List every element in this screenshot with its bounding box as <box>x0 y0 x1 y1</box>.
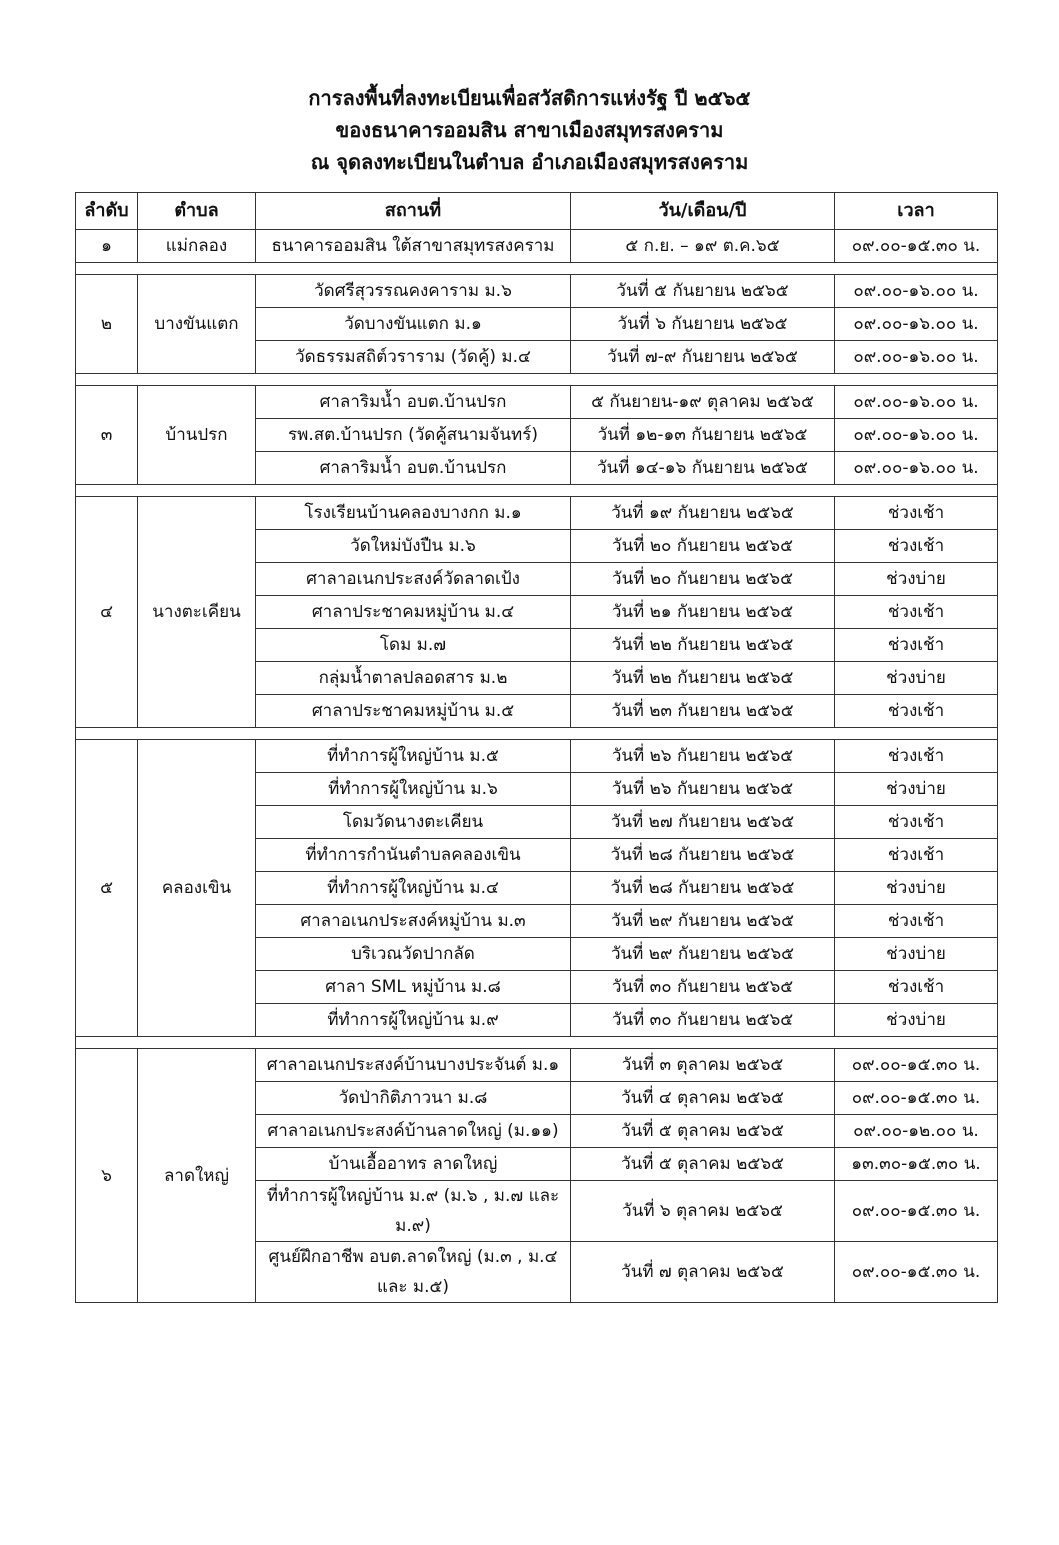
time-cell: ๑๓.๓๐-๑๕.๓๐ น. <box>835 1148 998 1181</box>
date-cell: วันที่ ๒๒ กันยายน ๒๕๖๕ <box>571 629 835 662</box>
place-cell: ที่ทำการผู้ใหญ่บ้าน ม.๖ <box>256 773 571 806</box>
place-cell: บ้านเอื้ออาทร ลาดใหญ่ <box>256 1148 571 1181</box>
time-cell: ๐๙.๐๐-๑๖.๐๐ น. <box>835 275 998 308</box>
date-cell: วันที่ ๒๐ กันยายน ๒๕๖๕ <box>571 530 835 563</box>
place-cell: โดม ม.๗ <box>256 629 571 662</box>
date-cell: วันที่ ๒๖ กันยายน ๒๕๖๕ <box>571 773 835 806</box>
date-cell: วันที่ ๖ กันยายน ๒๕๖๕ <box>571 308 835 341</box>
time-cell: ช่วงบ่าย <box>835 938 998 971</box>
separator-cell <box>76 485 998 497</box>
time-cell: ๐๙.๐๐-๑๖.๐๐ น. <box>835 386 998 419</box>
date-cell: วันที่ ๒๘ กันยายน ๒๕๖๕ <box>571 839 835 872</box>
subdistrict-name: บ้านปรก <box>138 386 256 485</box>
subdistrict-name: ลาดใหญ่ <box>138 1049 256 1303</box>
date-cell: ๕ กันยายน-๑๙ ตุลาคม ๒๕๖๕ <box>571 386 835 419</box>
time-cell: ช่วงบ่าย <box>835 1004 998 1037</box>
time-cell: ๐๙.๐๐-๑๕.๓๐ น. <box>835 1242 998 1303</box>
time-cell: ช่วงเช้า <box>835 740 998 773</box>
group-separator <box>76 728 998 740</box>
place-cell: ศาลาอเนกประสงค์บ้านบางประจันต์ ม.๑ <box>256 1049 571 1082</box>
subdistrict-name: บางขันแตก <box>138 275 256 374</box>
group-separator <box>76 263 998 275</box>
date-cell: วันที่ ๒๘ กันยายน ๒๕๖๕ <box>571 872 835 905</box>
subdistrict-name: แม่กลอง <box>138 230 256 263</box>
time-cell: ช่วงเช้า <box>835 971 998 1004</box>
place-cell: ธนาคารออมสิน ใต้สาขาสมุทรสงคราม <box>256 230 571 263</box>
time-cell: ช่วงเช้า <box>835 695 998 728</box>
time-cell: ๐๙.๐๐-๑๖.๐๐ น. <box>835 452 998 485</box>
title-line-1: การลงพื้นที่ลงทะเบียนเพื่อสวัสดิการแห่งรัฐ ปี ๒๕๖๕ <box>308 86 751 110</box>
time-cell: ๐๙.๐๐-๑๖.๐๐ น. <box>835 341 998 374</box>
time-cell: ๐๙.๐๐-๑๒.๐๐ น. <box>835 1115 998 1148</box>
time-cell: ช่วงบ่าย <box>835 563 998 596</box>
date-cell: วันที่ ๒๗ กันยายน ๒๕๖๕ <box>571 806 835 839</box>
place-cell: วัดธรรมสถิต์วราราม (วัดคู้) ม.๔ <box>256 341 571 374</box>
time-cell: ช่วงเช้า <box>835 839 998 872</box>
place-cell: วัดป่ากิติภาวนา ม.๘ <box>256 1082 571 1115</box>
separator-cell <box>76 1037 998 1049</box>
time-cell: ช่วงเช้า <box>835 905 998 938</box>
table-row <box>76 1049 998 1082</box>
date-cell: วันที่ ๒๓ กันยายน ๒๕๖๕ <box>571 695 835 728</box>
group-number: ๖ <box>76 1049 138 1303</box>
time-cell: ช่วงบ่าย <box>835 773 998 806</box>
col-header-date: วัน/เดือน/ปี <box>571 193 835 230</box>
subdistrict-name: นางตะเคียน <box>138 497 256 728</box>
date-cell: วันที่ ๕ ตุลาคม ๒๕๖๕ <box>571 1115 835 1148</box>
date-cell: วันที่ ๓๐ กันยายน ๒๕๖๕ <box>571 1004 835 1037</box>
group-separator <box>76 1037 998 1049</box>
place-cell: ศาลาอเนกประสงค์บ้านลาดใหญ่ (ม.๑๑) <box>256 1115 571 1148</box>
time-cell: ช่วงบ่าย <box>835 872 998 905</box>
time-cell: ๐๙.๐๐-๑๕.๓๐ น. <box>835 230 998 263</box>
group-number: ๒ <box>76 275 138 374</box>
time-cell: ช่วงเช้า <box>835 497 998 530</box>
group-separator <box>76 374 998 386</box>
place-cell: ที่ทำการกำนันตำบลคลองเขิน <box>256 839 571 872</box>
place-cell: ศาลาริมน้ำ อบต.บ้านปรก <box>256 386 571 419</box>
date-cell: วันที่ ๒๙ กันยายน ๒๕๖๕ <box>571 905 835 938</box>
place-cell: โดมวัดนางตะเคียน <box>256 806 571 839</box>
date-cell: วันที่ ๕ ตุลาคม ๒๕๖๕ <box>571 1148 835 1181</box>
time-cell: ๐๙.๐๐-๑๕.๓๐ น. <box>835 1082 998 1115</box>
date-cell: วันที่ ๒๖ กันยายน ๒๕๖๕ <box>571 740 835 773</box>
date-cell: วันที่ ๑๒-๑๓ กันยายน ๒๕๖๕ <box>571 419 835 452</box>
place-cell: ที่ทำการผู้ใหญ่บ้าน ม.๕ <box>256 740 571 773</box>
place-cell: ที่ทำการผู้ใหญ่บ้าน ม.๙ (ม.๖ , ม.๗ และ ม.๙) <box>256 1181 571 1242</box>
time-cell: ช่วงเช้า <box>835 530 998 563</box>
date-cell: วันที่ ๗-๙ กันยายน ๒๕๖๕ <box>571 341 835 374</box>
col-header-place: สถานที่ <box>256 193 571 230</box>
date-cell: วันที่ ๔ ตุลาคม ๒๕๖๕ <box>571 1082 835 1115</box>
group-number: ๕ <box>76 740 138 1037</box>
date-cell: ๕ ก.ย. – ๑๙ ต.ค.๖๕ <box>571 230 835 263</box>
table-row <box>76 386 998 419</box>
place-cell: วัดบางขันแตก ม.๑ <box>256 308 571 341</box>
date-cell: วันที่ ๒๐ กันยายน ๒๕๖๕ <box>571 563 835 596</box>
time-cell: ๐๙.๐๐-๑๕.๓๐ น. <box>835 1181 998 1242</box>
table-row <box>76 497 998 530</box>
place-cell: วัดใหม่บังปืน ม.๖ <box>256 530 571 563</box>
place-cell: ที่ทำการผู้ใหญ่บ้าน ม.๙ <box>256 1004 571 1037</box>
place-cell: วัดศรีสุวรรณคงคาราม ม.๖ <box>256 275 571 308</box>
table-body <box>76 230 998 1303</box>
col-header-no: ลำดับ <box>76 193 138 230</box>
place-cell: รพ.สต.บ้านปรก (วัดคู้สนามจันทร์) <box>256 419 571 452</box>
group-number: ๑ <box>76 230 138 263</box>
place-cell: ศูนย์ฝึกอาชีพ อบต.ลาดใหญ่ (ม.๓ , ม.๔ และ ม.๕) <box>256 1242 571 1303</box>
table-row <box>76 275 998 308</box>
title-line-2: ของธนาคารออมสิน สาขาเมืองสมุทรสงคราม <box>335 118 724 142</box>
date-cell: วันที่ ๓ ตุลาคม ๒๕๖๕ <box>571 1049 835 1082</box>
place-cell: ที่ทำการผู้ใหญ่บ้าน ม.๔ <box>256 872 571 905</box>
place-cell: ศาลาประชาคมหมู่บ้าน ม.๔ <box>256 596 571 629</box>
separator-cell <box>76 728 998 740</box>
date-cell: วันที่ ๒๑ กันยายน ๒๕๖๕ <box>571 596 835 629</box>
time-cell: ๐๙.๐๐-๑๖.๐๐ น. <box>835 419 998 452</box>
group-separator <box>76 485 998 497</box>
time-cell: ๐๙.๐๐-๑๕.๓๐ น. <box>835 1049 998 1082</box>
table-row <box>76 740 998 773</box>
group-number: ๔ <box>76 497 138 728</box>
separator-cell <box>76 374 998 386</box>
col-header-time: เวลา <box>835 193 998 230</box>
date-cell: วันที่ ๕ กันยายน ๒๕๖๕ <box>571 275 835 308</box>
place-cell: ศาลาริมน้ำ อบต.บ้านปรก <box>256 452 571 485</box>
table-header <box>76 193 998 230</box>
time-cell: ช่วงเช้า <box>835 806 998 839</box>
time-cell: ช่วงเช้า <box>835 596 998 629</box>
place-cell: ศาลาอเนกประสงค์วัดลาดเป้ง <box>256 563 571 596</box>
place-cell: ศาลา SML หมู่บ้าน ม.๘ <box>256 971 571 1004</box>
subdistrict-name: คลองเขิน <box>138 740 256 1037</box>
date-cell: วันที่ ๗ ตุลาคม ๒๕๖๕ <box>571 1242 835 1303</box>
date-cell: วันที่ ๓๐ กันยายน ๒๕๖๕ <box>571 971 835 1004</box>
place-cell: ศาลาอเนกประสงค์หมู่บ้าน ม.๓ <box>256 905 571 938</box>
date-cell: วันที่ ๒๒ กันยายน ๒๕๖๕ <box>571 662 835 695</box>
group-number: ๓ <box>76 386 138 485</box>
registration-schedule-table <box>75 192 998 1303</box>
place-cell: ศาลาประชาคมหมู่บ้าน ม.๕ <box>256 695 571 728</box>
date-cell: วันที่ ๑๙ กันยายน ๒๕๖๕ <box>571 497 835 530</box>
table-row <box>76 230 998 263</box>
title-line-3: ณ จุดลงทะเบียนในตำบล อำเภอเมืองสมุทรสงคราม <box>310 150 749 174</box>
date-cell: วันที่ ๖ ตุลาคม ๒๕๖๕ <box>571 1181 835 1242</box>
time-cell: ๐๙.๐๐-๑๖.๐๐ น. <box>835 308 998 341</box>
place-cell: โรงเรียนบ้านคลองบางกก ม.๑ <box>256 497 571 530</box>
time-cell: ช่วงบ่าย <box>835 662 998 695</box>
time-cell: ช่วงเช้า <box>835 629 998 662</box>
place-cell: กลุ่มน้ำตาลปลอดสาร ม.๒ <box>256 662 571 695</box>
place-cell: บริเวณวัดปากลัด <box>256 938 571 971</box>
separator-cell <box>76 263 998 275</box>
date-cell: วันที่ ๑๔-๑๖ กันยายน ๒๕๖๕ <box>571 452 835 485</box>
col-header-subdistrict: ตำบล <box>138 193 256 230</box>
date-cell: วันที่ ๒๙ กันยายน ๒๕๖๕ <box>571 938 835 971</box>
